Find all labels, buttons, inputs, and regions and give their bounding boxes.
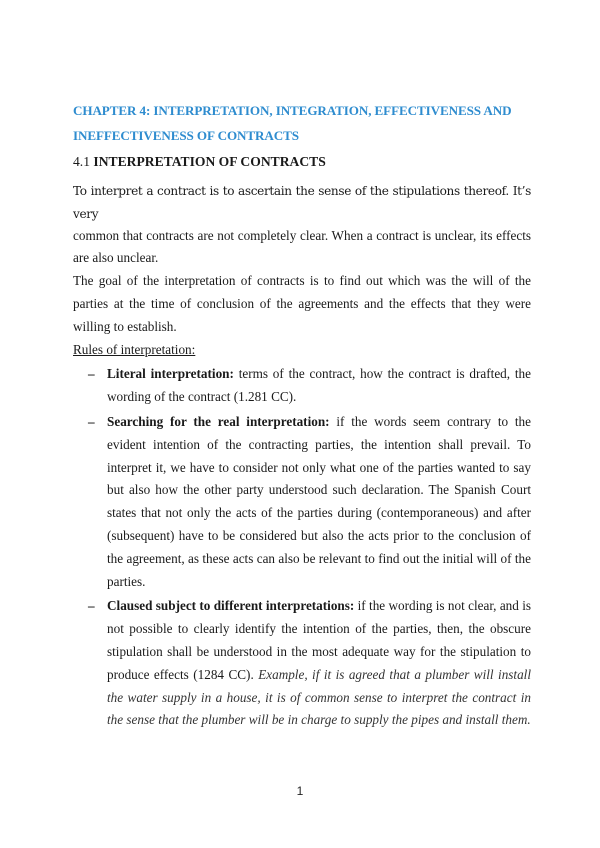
paragraph-goal: The goal of the interpretation of contracts is to find out which was the will of the parties at the time of conclusion of the agreements and the effects that they were willing to establish.: [73, 273, 531, 334]
rule-different-interpretations: [73, 595, 531, 732]
page-number: 1: [296, 784, 304, 798]
bullet-dash: –: [88, 598, 95, 614]
bullet-dash: –: [88, 413, 95, 429]
paragraph-intro-line1: To interpret a contract is to ascertain the sense of the stipulations thereof. It’s very: [73, 184, 531, 221]
rule-text: terms of the contract, how the contract is drafted, the wording of the contract (1.281 CC).: [107, 366, 531, 405]
rule-term: Literal interpretation:: [107, 366, 234, 382]
section-heading: [73, 152, 531, 172]
section-number: 4.1: [73, 154, 90, 169]
body-text: [73, 180, 531, 734]
rule-literal-interpretation: [73, 363, 531, 409]
chapter-title: CHAPTER 4: INTERPRETATION, INTEGRATION, EFFECTIVENESS AND INEFFECTIVENESS OF CONTRACTS: [73, 103, 512, 143]
rule-text: if the words seem contrary to the evident intention of the contracting parties, the intention shall prevail. To interpret it, we have to consider not only what one of the parties wanted to say but also how the other party understood such declaration. The Spanish Court states that not only the acts of the parties during (contemporaneous) and after (subsequent) have to be considered but also the acts prior to the conclusion of the agreement, as these acts can also be relevant to find out the initial will of the parties.: [107, 413, 531, 589]
paragraph-intro: common that contracts are not completely clear. When a contract is unclear, its effects are also unclear.: [73, 227, 531, 266]
rules-list: [73, 363, 531, 732]
rule-term: Searching for the real interpretation:: [107, 413, 330, 429]
rule-term: Claused subject to different interpretations:: [107, 598, 355, 614]
section-title: INTERPRETATION OF CONTRACTS: [93, 154, 326, 169]
bullet-dash: –: [88, 366, 95, 382]
rules-heading: Rules of interpretation:: [73, 341, 196, 357]
rule-real-interpretation: [73, 411, 531, 593]
rule-text: if the wording is not clear, and is not possible to clearly identify the intention of the parties, then, the obscure stipulation shall be understood in the most adequate way for the stipulation to produce effects (1284 CC).: [107, 598, 531, 682]
rule-example: Example, if it is agreed that a plumber will install the water supply in a house, it is of common sense to interpret the contract in the sense that the plumber will be in charge to supply the pipes and install them.: [107, 666, 531, 728]
